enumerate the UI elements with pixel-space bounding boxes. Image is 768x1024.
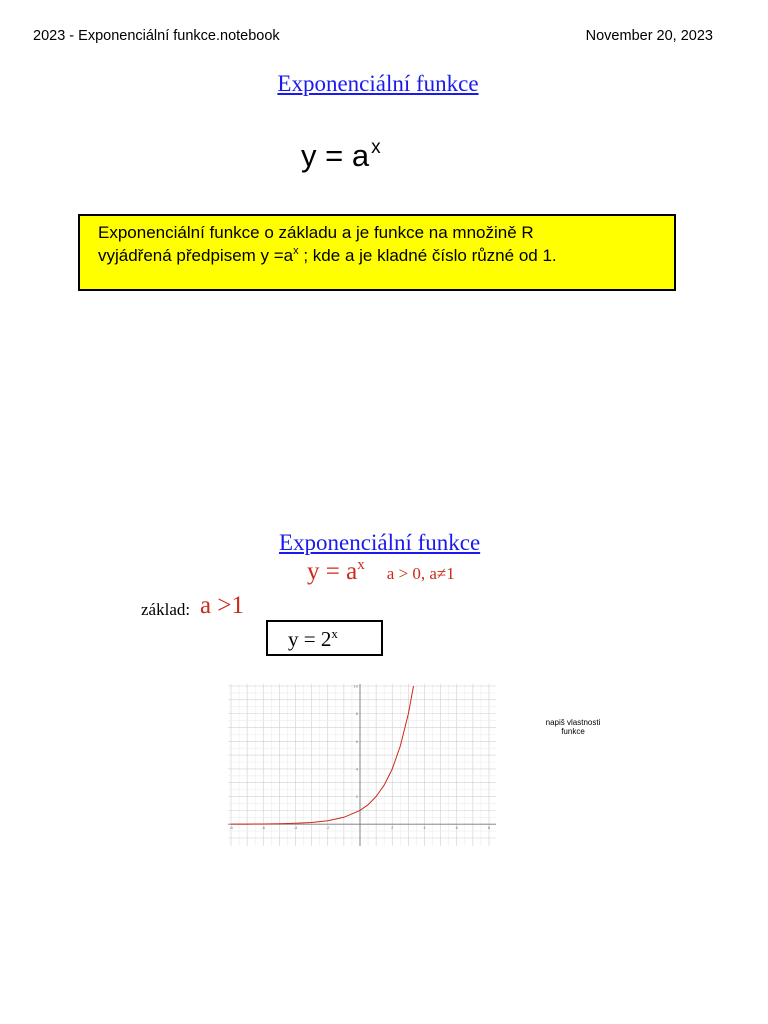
page1-title [0,71,756,97]
page1-title-link[interactable]: Exponenciální funkce [277,71,479,96]
page2-title-link[interactable]: Exponenciální funkce [279,530,481,555]
page2-formula-exponent: x [357,557,365,573]
example-function-box [266,620,383,656]
definition-exponent: x [293,245,299,257]
x-tick-label: 6 [455,825,458,831]
notebook-filename: 2023 - Exponenciální funkce.notebook [33,28,280,44]
x-tick-label: -4 [293,825,298,831]
example-function-base: y = 2 [288,627,332,651]
properties-note: napiš vlastnosti funkce [545,718,601,736]
x-tick-label: 8 [487,825,491,831]
definition-line-1: Exponenciální funkce o základu a je funkce na množině R [98,223,534,242]
example-function-exponent: x [331,626,338,641]
x-tick-label: 4 [423,825,426,831]
base-value: a >1 [200,592,244,619]
page2-formula-main [307,558,365,585]
definition-line-2-end: ; kde a je kladné číslo různé od 1. [298,246,557,265]
page1-formula-base: y = a [301,138,370,173]
x-tick-label: -2 [325,825,330,831]
page2-title [279,530,480,556]
x-tick-label: -8 [229,825,233,831]
page2-formula-base: y = a [307,558,358,585]
document-date: November 20, 2023 [585,28,713,44]
x-tick-label: -6 [261,825,266,831]
definition-line-2-start: vyjádřená předpisem y =a [98,246,294,265]
base-label: základ: [141,600,191,619]
definition-box [78,214,676,291]
page2-formula-conditions: a > 0, a≠1 [386,564,455,583]
y-tick-label: 4 [355,766,358,772]
page2-formula [307,557,455,586]
y-tick-label: 6 [355,738,358,744]
page1-formula-exponent: x [371,137,381,158]
example-function [288,626,338,652]
y-tick-label: 8 [355,711,358,717]
definition-line-2 [98,245,557,266]
page1-formula [301,137,381,174]
y-tick-label: 2 [355,794,358,800]
y-tick-label: 10 [353,684,358,689]
x-tick-label: 2 [391,825,394,831]
exponential-graph [228,684,496,846]
